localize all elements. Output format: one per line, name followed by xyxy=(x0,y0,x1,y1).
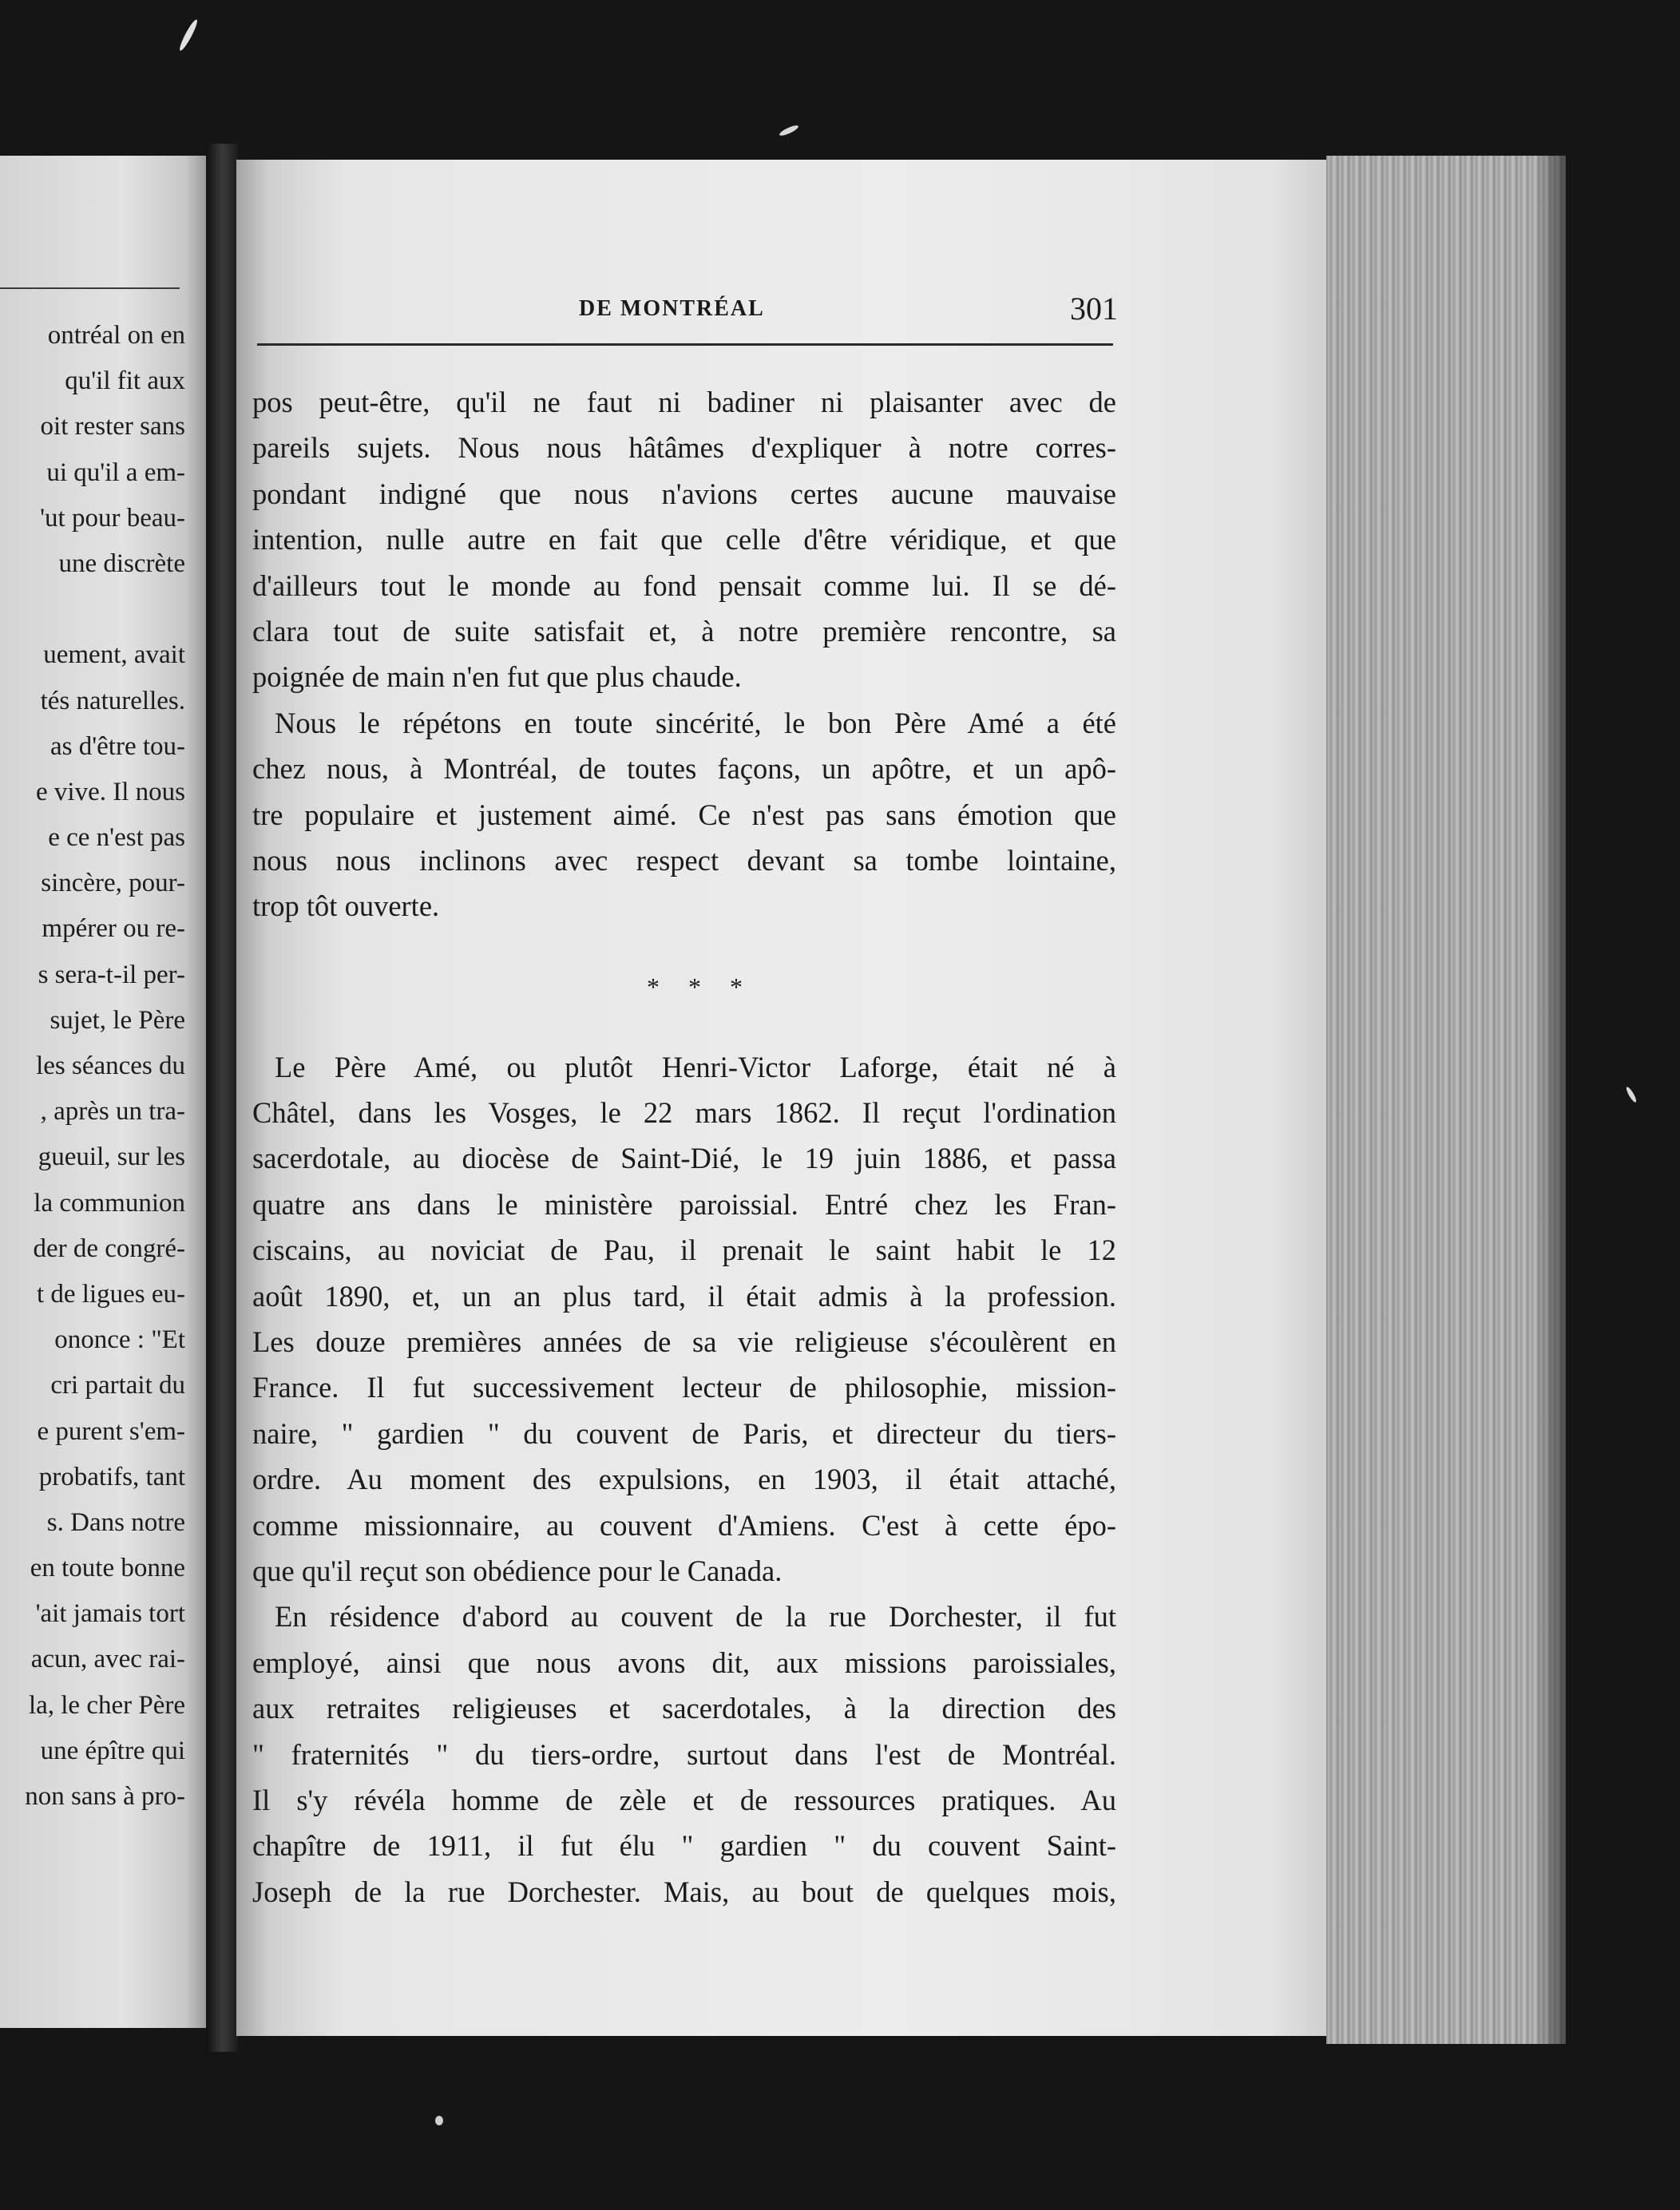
left-page-line: une discrète xyxy=(58,549,185,578)
text-line: tre populaire et justement aimé. Ce n'est pas sans émotion que xyxy=(252,798,1116,831)
left-page-line: gueuil, sur les xyxy=(38,1143,185,1172)
scan-speck xyxy=(1625,1086,1638,1103)
left-page-line: s. Dans notre xyxy=(46,1507,185,1537)
left-facing-page xyxy=(0,156,206,2028)
left-page-line: en toute bonne xyxy=(30,1554,185,1583)
left-page-line: ui qu'il a em- xyxy=(46,457,185,487)
text-line: que qu'il reçut son obédience pour le Canada. xyxy=(252,1554,783,1587)
text-line: nous nous inclinons avec respect devant sa tombe lointaine, xyxy=(252,843,1116,877)
left-page-line: cri partait du xyxy=(50,1371,185,1400)
left-page-line: probatifs, tant xyxy=(38,1462,185,1491)
left-page-line: sincère, pour- xyxy=(41,869,185,898)
text-line: En résidence d'abord au couvent de la rue Dorchester, il fut xyxy=(275,1600,1116,1634)
page-body xyxy=(252,379,1116,1915)
page-header xyxy=(256,289,1118,329)
text-line: Nous le répétons en toute sincérité, le bon Père Amé a été xyxy=(275,706,1116,739)
left-page-text xyxy=(0,313,185,1820)
paragraph xyxy=(252,379,1116,700)
text-line: pondant indigné que nous n'avions certes aucune mauvaise xyxy=(252,477,1116,510)
left-page-line: t de ligues eu- xyxy=(36,1279,185,1309)
text-line: août 1890, et, un an plus tard, il était admis à la profession. xyxy=(252,1279,1116,1313)
paragraph xyxy=(252,1044,1116,1594)
left-page-line: s sera-t-il per- xyxy=(38,960,185,989)
book-fore-edge xyxy=(1326,156,1566,2044)
left-page-line: mpérer ou re- xyxy=(42,914,185,944)
text-line: France. Il fut successivement lecteur de philosophie, mission- xyxy=(252,1371,1116,1404)
scan-speck xyxy=(177,18,200,53)
left-page-line: les séances du xyxy=(36,1052,185,1080)
left-page-line: qu'il fit aux xyxy=(65,366,185,396)
left-page-line: as d'être tou- xyxy=(50,731,185,761)
left-page-line: 'ut pour beau- xyxy=(40,503,185,533)
text-line: chapître de 1911, il fut élu " gardien " du couvent Saint- xyxy=(252,1829,1116,1863)
text-line: ciscains, au noviciat de Pau, il prenait le saint habit le 12 xyxy=(252,1234,1116,1267)
left-page-line: 'ait jamais tort xyxy=(35,1599,185,1629)
left-page-line: , après un tra- xyxy=(40,1097,185,1127)
text-line: quatre ans dans le ministère paroissial. Entré chez les Fran- xyxy=(252,1187,1116,1221)
left-page-line: ononce : "Et xyxy=(54,1325,185,1355)
text-line: pos peut-être, qu'il ne faut ni badiner ni plaisanter avec de xyxy=(252,386,1116,418)
text-line: " fraternités " du tiers-ordre, surtout dans l'est de Montréal. xyxy=(252,1737,1116,1771)
text-line: comme missionnaire, au couvent d'Amiens. C'est à cette épo- xyxy=(252,1508,1116,1542)
left-page-line: sujet, le Père xyxy=(50,1005,185,1035)
scan-speck xyxy=(435,2116,443,2125)
left-page-header-rule xyxy=(0,287,180,289)
left-page-line: non sans à pro- xyxy=(25,1782,185,1811)
text-line: employé, ainsi que nous avons dit, aux missions paroissiales, xyxy=(252,1646,1116,1679)
left-page-line xyxy=(0,587,185,632)
section-ornament: * * * xyxy=(647,972,754,1001)
text-line: Châtel, dans les Vosges, le 22 mars 1862. Il reçut l'ordination xyxy=(252,1096,1116,1130)
text-line: ordre. Au moment des expulsions, en 1903, il était attaché, xyxy=(252,1463,1116,1496)
left-page-line: oit rester sans xyxy=(40,412,185,442)
text-line: pareils sujets. Nous nous hâtâmes d'expliquer à notre corres- xyxy=(252,431,1116,465)
left-page-line: e vive. Il nous xyxy=(36,777,185,806)
left-page-line: la, le cher Père xyxy=(28,1690,185,1720)
text-line: aux retraites religieuses et sacerdotales, à la direction des xyxy=(252,1692,1116,1725)
text-line: chez nous, à Montréal, de toutes façons, un apôtre, et un apô- xyxy=(252,752,1116,786)
left-page-line: uement, avait xyxy=(43,640,185,670)
left-page-line: une épître qui xyxy=(40,1736,185,1765)
text-line: poignée de main n'en fut que plus chaude. xyxy=(252,660,742,694)
scan-speck xyxy=(779,124,800,137)
text-line: Les douze premières années de sa vie religieuse s'écoulèrent en xyxy=(252,1325,1116,1359)
header-rule xyxy=(257,343,1113,346)
text-line: sacerdotale, au diocèse de Saint-Dié, le 19 juin 1886, et passa xyxy=(252,1142,1116,1175)
book-gutter xyxy=(206,144,238,2052)
running-head: DE MONTRÉAL xyxy=(579,296,765,321)
left-page-line: tés naturelles. xyxy=(40,686,185,715)
page-number: 301 xyxy=(1070,291,1118,327)
text-line: Il s'y révéla homme de zèle et de ressources pratiques. Au xyxy=(252,1783,1116,1816)
text-line: Joseph de la rue Dorchester. Mais, au bout de quelques mois, xyxy=(252,1875,1116,1908)
left-page-line: la communion xyxy=(34,1188,185,1218)
text-line: naire, " gardien " du couvent de Paris, et directeur du tiers- xyxy=(252,1416,1116,1450)
text-line: trop tôt ouverte. xyxy=(252,889,440,923)
text-line: d'ailleurs tout le monde au fond pensait comme lui. Il se dé- xyxy=(252,568,1116,602)
left-page-line: ontréal on en xyxy=(47,321,185,350)
text-line: Le Père Amé, ou plutôt Henri-Victor Laforge, était né à xyxy=(275,1050,1116,1083)
text-line: clara tout de suite satisfait et, à notre première rencontre, sa xyxy=(252,614,1116,648)
text-line: intention, nulle autre en fait que celle d'être véridique, et que xyxy=(252,523,1116,556)
left-page-line: e purent s'em- xyxy=(37,1416,185,1446)
left-page-line: e ce n'est pas xyxy=(48,823,185,853)
left-page-line: acun, avec rai- xyxy=(30,1645,185,1674)
paragraph xyxy=(252,1594,1116,1915)
left-page-line: der de congré- xyxy=(33,1234,185,1263)
paragraph xyxy=(252,700,1116,929)
